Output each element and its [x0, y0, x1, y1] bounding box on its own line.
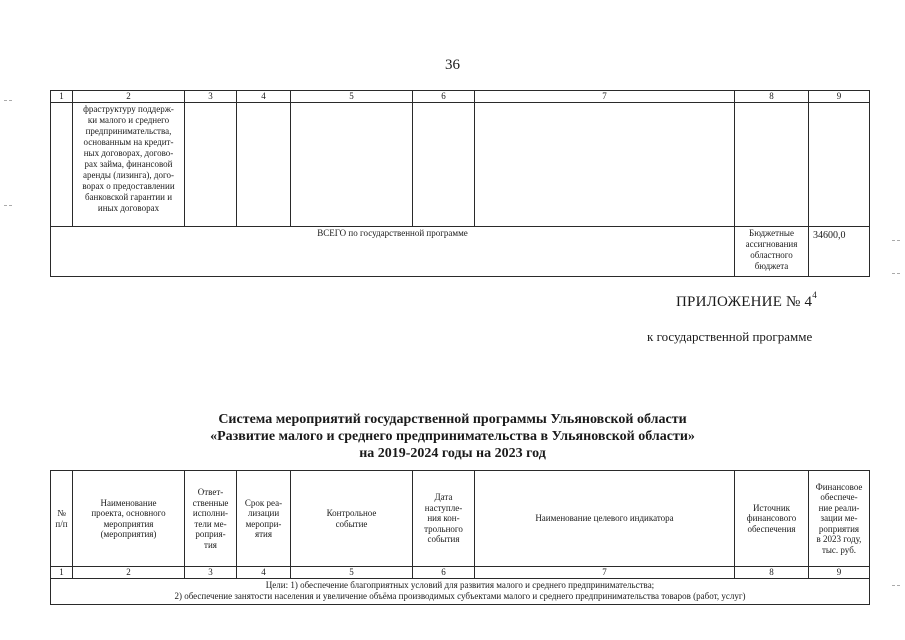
- column-number-row: [51, 567, 870, 579]
- funding-source: Бюджетные ассигнования областного бюджета: [735, 227, 809, 277]
- col-num-4: 4: [237, 567, 291, 579]
- header-row: [51, 471, 870, 567]
- col-num-9: 9: [809, 567, 870, 579]
- scan-mark: [4, 205, 12, 206]
- col-num-4: 4: [237, 91, 291, 103]
- program-goals: [51, 579, 870, 605]
- measures-table: [50, 470, 870, 605]
- document-title: [0, 411, 905, 462]
- text-line: ных договорах, догово-: [83, 148, 174, 158]
- header-number: № п/п: [51, 471, 73, 567]
- text-line: предпринимательства,: [85, 126, 172, 136]
- page-number: 36: [445, 57, 460, 73]
- text-line: ворах о предоставлении: [82, 181, 175, 191]
- appendix-subtitle: к государственной программе: [647, 329, 813, 344]
- text-line: иных договорах: [97, 203, 160, 213]
- goal-line: Цели: 1) обеспечение благоприятных условий для развития малого и среднего предпринимательства;: [265, 580, 655, 590]
- scan-mark: [892, 273, 900, 274]
- header-control-event: Контрольное событие: [291, 471, 413, 567]
- col-num-2: 2: [73, 91, 185, 103]
- col-num-5: 5: [291, 567, 413, 579]
- text-line: банковской гарантии и: [84, 192, 173, 202]
- col-num-2: 2: [73, 567, 185, 579]
- scan-mark: [4, 100, 12, 101]
- header-deadline: Срок реа- лизации меропри- ятия: [237, 471, 291, 567]
- scan-mark: [892, 585, 900, 586]
- title-line: на 2019-2024 годы на 2023 год: [359, 446, 546, 461]
- total-row: [51, 227, 870, 277]
- appendix-title: ПРИЛОЖЕНИЕ № $4^4$: [676, 290, 817, 310]
- goal-line: 2) обеспечение занятости населения и увеличение объёма производимых субъектами малого и среднего предпринимательства товаров (работ, услуг): [174, 591, 746, 601]
- col-num-1: 1: [51, 91, 73, 103]
- text-line: рах займа, финансовой: [84, 159, 173, 169]
- scan-mark: [892, 240, 900, 241]
- title-line: Система мероприятий государственной программы Ульяновской области: [218, 412, 687, 427]
- continuation-row: [51, 103, 870, 227]
- appendix-superscript: 4: [812, 290, 817, 300]
- col-num-6: 6: [413, 91, 475, 103]
- text-line: ки малого и среднего: [87, 115, 170, 125]
- continued-description: [73, 103, 185, 227]
- header-target-indicator: Наименование целевого индикатора: [475, 471, 735, 567]
- header-responsible: Ответ- ственные исполни- тели ме- роприя- тия: [185, 471, 237, 567]
- continuation-table: [50, 90, 870, 277]
- text-line: фраструктуру поддерж-: [83, 104, 174, 114]
- col-num-7: 7: [475, 91, 735, 103]
- header-project-name: Наименование проекта, основного мероприятия (мероприятия): [73, 471, 185, 567]
- goals-row: [51, 579, 870, 605]
- col-num-7: 7: [475, 567, 735, 579]
- title-line: «Развитие малого и среднего предпринимательства в Ульяновской области»: [210, 429, 695, 444]
- col-num-3: 3: [185, 567, 237, 579]
- col-num-8: 8: [735, 567, 809, 579]
- col-num-5: 5: [291, 91, 413, 103]
- col-num-6: 6: [413, 567, 475, 579]
- col-num-8: 8: [735, 91, 809, 103]
- text-line: аренды (лизинга), дого-: [83, 170, 174, 180]
- header-event-date: Дата наступле- ния кон- трольного события: [413, 471, 475, 567]
- total-amount: 34600,0: [809, 227, 870, 277]
- col-num-3: 3: [185, 91, 237, 103]
- total-label: ВСЕГО по государственной программе: [51, 227, 735, 277]
- header-funding-source: Источник финансового обеспечения: [735, 471, 809, 567]
- col-num-9: 9: [809, 91, 870, 103]
- column-number-row: [51, 91, 870, 103]
- header-financing: Финансовое обеспече- ние реали- зации ме- роприятия в 2023 году, тыс. руб.: [809, 471, 870, 567]
- text-line: основанным на кредит-: [83, 137, 174, 147]
- col-num-1: 1: [51, 567, 73, 579]
